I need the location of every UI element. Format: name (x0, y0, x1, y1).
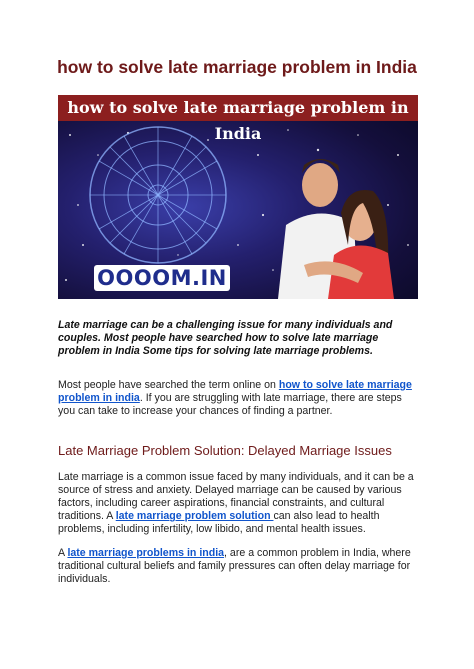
banner-image (58, 95, 418, 299)
couple-photo (278, 159, 394, 299)
brand-logo: OOOOM.IN (94, 265, 230, 291)
paragraph-2 (58, 471, 420, 536)
paragraph-2-text-after: can also lead to health problems, including infertility, low libido, and mental health issues. (58, 510, 380, 535)
paragraph-3 (58, 547, 420, 586)
paragraph-3-text-before: A (58, 547, 68, 559)
link-how-to-solve[interactable]: how to solve late marriage problem in india (58, 379, 412, 404)
zodiac-wheel-icon (90, 127, 226, 263)
intro-paragraph: Late marriage can be a challenging issue for many individuals and couples. Most people have searched how to solve late marriage problem in India Some tips for solving late marriage problems. (58, 319, 393, 357)
link-late-marriage-problems[interactable]: late marriage problems in india (67, 547, 225, 559)
paragraph-3-text-after: , are a common problem in India, where traditional cultural beliefs and family pressures can often delay marriage for individuals. (58, 547, 411, 585)
paragraph-2-text-before: Late marriage is a common issue faced by many individuals, and it can be a source of stress and anxiety. Delayed marriage can be caused by various factors, including career aspirations, financial constraints, and cultural traditions. A (58, 471, 414, 522)
paragraph-1 (58, 379, 420, 418)
paragraph-1-text-before: Most people have searched the term online on (58, 379, 279, 391)
section-heading: Late Marriage Problem Solution: Delayed Marriage Issues (58, 443, 392, 458)
banner-title: how to solve late marriage problem in India (58, 95, 418, 121)
document-title: how to solve late marriage problem in India (57, 57, 417, 77)
paragraph-1-text-after: . If you are struggling with late marriage, there are steps you can take to increase your chances of finding a partner. (58, 392, 402, 417)
link-late-marriage-solution[interactable]: late marriage problem solution (115, 510, 274, 522)
